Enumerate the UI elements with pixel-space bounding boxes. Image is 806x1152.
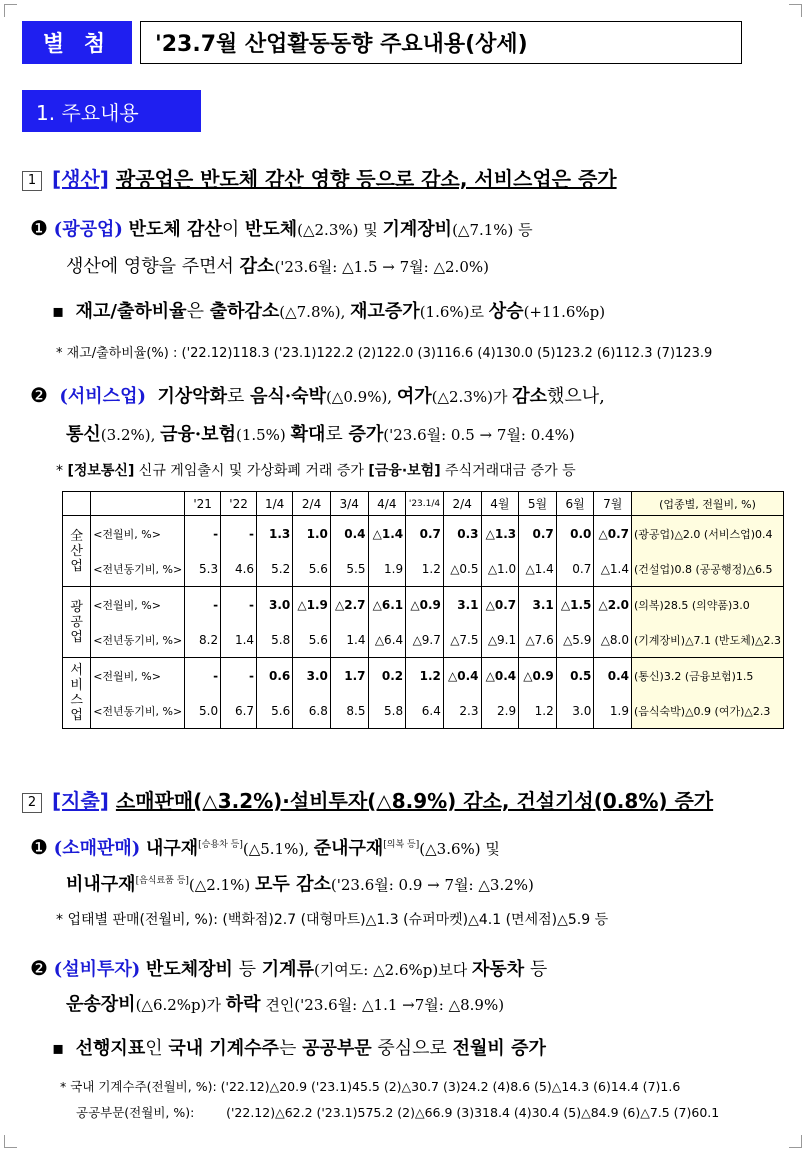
text: (기여도: △2.6%p)보다 — [313, 961, 472, 979]
text: [금융·보험] — [368, 463, 441, 479]
table-cell: △2.7 — [330, 587, 368, 623]
table-cell: 3.0 — [257, 587, 293, 623]
part1-item2-line1 — [30, 382, 605, 408]
text: 상승 — [488, 301, 524, 322]
corner-mark — [4, 4, 17, 17]
text: ('23.6월: △1.5 → 7월: △2.0%) — [274, 258, 489, 276]
text: (△5.1%), — [242, 840, 314, 858]
text: 통신 — [66, 424, 101, 445]
text: 모두 감소 — [255, 874, 331, 895]
table-cell: 0.4 — [330, 516, 368, 552]
item-tag: (소매판매) — [53, 838, 141, 859]
row-indicator: <전월비, %> — [91, 587, 185, 623]
text: 여가 — [396, 386, 432, 407]
text: 확대 — [290, 424, 326, 445]
table-cell: △9.7 — [406, 622, 444, 658]
corner-mark — [789, 1135, 802, 1148]
table-header-cell: 6월 — [556, 492, 594, 516]
production-table — [62, 491, 784, 729]
text: (1.5%) — [235, 426, 291, 444]
text: [의복 등] — [383, 840, 420, 850]
table-cell: - — [185, 516, 221, 552]
table-note: (건설업)0.8 (공공행정)△6.5 — [632, 551, 784, 587]
table-cell: △1.5 — [556, 587, 594, 623]
table-cell: △6.1 — [368, 587, 406, 623]
text: (△0.9%), — [325, 388, 397, 406]
table-header-cell: 3/4 — [330, 492, 368, 516]
table-cell: 0.3 — [443, 516, 481, 552]
text: * — [56, 463, 68, 479]
table-cell: 3.1 — [519, 587, 557, 623]
part2-tag: [지출] — [52, 789, 109, 813]
text: ('23.6월: 0.5 → 7월: 0.4%) — [383, 426, 575, 444]
text: 기계류 — [261, 959, 314, 980]
row-group-label: 서 비 스 업 — [63, 658, 91, 729]
document-title: '23.7월 산업활동동향 주요내용(상세) — [140, 21, 742, 64]
text: 감소 — [239, 256, 275, 277]
table-note: (음식숙박)△0.9 (여가)△2.3 — [632, 693, 784, 729]
table-cell: △8.0 — [594, 622, 632, 658]
text: 선행지표 — [75, 1038, 146, 1059]
text: ('23.6월: 0.9 → 7월: △3.2%) — [330, 876, 534, 894]
text: 생산에 영향을 주면서 — [66, 256, 240, 277]
part2-note2: * 국내 기계수주(전월비, %): ('22.12)△20.9 ('23.1)45.5 (2)△30.7 (3)24.2 (4)8.6 (5)△14.3 (6)14.4 (7)1.6 — [60, 1079, 681, 1094]
text: 로 — [325, 424, 349, 445]
text: 반도체 감산 — [128, 219, 222, 240]
table-cell: 5.8 — [257, 622, 293, 658]
text: (△7.1%) 등 — [452, 221, 533, 239]
row-indicator: <전년동기비, %> — [91, 551, 185, 587]
part1-item1-line2 — [66, 252, 489, 278]
table-cell: 3.0 — [293, 658, 331, 694]
part2-note3: 공공부문(전월비, %): ('22.12)△62.2 ('23.1)575.2 (2)△66.9 (3)318.4 (4)30.4 (5)△84.9 (6)△7.5 (7)60.1 — [76, 1105, 720, 1120]
table-header-cell — [91, 492, 185, 516]
row-group-label: 광 공 업 — [63, 587, 91, 658]
table-unit-note: (업종별, 전월비, %) — [632, 492, 784, 516]
part2-item1-line2 — [66, 870, 534, 896]
table-cell: △0.7 — [481, 587, 519, 623]
part1-note2 — [56, 460, 576, 480]
table-cell: 1.9 — [368, 551, 406, 587]
table-cell: 2.9 — [481, 693, 519, 729]
table-cell: △1.3 — [481, 516, 519, 552]
table-header-cell: '21 — [185, 492, 221, 516]
table-header-cell: '23.1/4 — [406, 492, 444, 516]
item-tag: (광공업) — [53, 219, 123, 240]
text: 전월비 증가 — [452, 1038, 546, 1059]
text: (3.2%), — [100, 426, 161, 444]
table-cell: 5.8 — [368, 693, 406, 729]
table-cell: 1.9 — [594, 693, 632, 729]
part2-note1: * 업태별 판매(전월비, %): (백화점)2.7 (대형마트)△1.3 (슈퍼마켓)△4.1 (면세점)△5.9 등 — [56, 912, 609, 928]
table-row — [63, 551, 784, 587]
text: 했으나, — [547, 386, 605, 407]
item-tag: (설비투자) — [53, 959, 141, 980]
text: (△6.2%p)가 — [135, 996, 226, 1014]
table-header-cell: 2/4 — [293, 492, 331, 516]
row-indicator: <전월비, %> — [91, 658, 185, 694]
table-header-cell — [63, 492, 91, 516]
text: 감소 — [512, 386, 548, 407]
table-cell: - — [221, 658, 257, 694]
part2-item2-line1 — [30, 955, 547, 981]
part2-item2-line2 — [66, 990, 504, 1016]
table-cell: 1.7 — [330, 658, 368, 694]
table-cell: △7.6 — [519, 622, 557, 658]
part1-heading — [22, 163, 617, 192]
text: (+11.6%p) — [523, 303, 606, 321]
table-note: (광공업)△2.0 (서비스업)0.4 — [632, 516, 784, 552]
text: 중심으로 — [371, 1038, 453, 1059]
table-cell: 1.2 — [406, 658, 444, 694]
row-indicator: <전월비, %> — [91, 516, 185, 552]
row-group-label: 全 산 업 — [63, 516, 91, 587]
table-cell: 0.4 — [594, 658, 632, 694]
text: 반도체 — [244, 219, 298, 240]
table-cell: - — [221, 516, 257, 552]
section-heading: 1. 주요내용 — [22, 90, 201, 132]
table-cell: 6.4 — [406, 693, 444, 729]
part2-headline: 소매판매(△3.2%)·설비투자(△8.9%) 감소, 건설기성(0.8%) 증가 — [115, 789, 714, 813]
item-number: ❶ — [30, 216, 48, 240]
table-cell: △0.5 — [443, 551, 481, 587]
text: 금융·보험 — [160, 424, 236, 445]
text: 재고증가 — [350, 301, 420, 322]
table-cell: 5.6 — [293, 551, 331, 587]
text: 재고/출하비율 — [75, 301, 187, 322]
text: (1.6%)로 — [419, 303, 489, 321]
part1-number: 1 — [22, 171, 42, 191]
table-cell: 1.3 — [257, 516, 293, 552]
table-note: (기계장비)△7.1 (반도체)△2.3 — [632, 622, 784, 658]
table-header-cell: 4월 — [481, 492, 519, 516]
table-cell: △0.9 — [519, 658, 557, 694]
text: 등 — [524, 959, 548, 980]
table-cell: 0.7 — [519, 516, 557, 552]
table-header-cell: 5월 — [519, 492, 557, 516]
text: 준내구재 — [313, 838, 384, 859]
text: (△3.6%) 및 — [419, 840, 500, 858]
table-row — [63, 658, 784, 694]
text: 하락 — [225, 994, 261, 1015]
table-cell: 3.0 — [556, 693, 594, 729]
text: [승용차 등] — [198, 840, 243, 850]
table-row — [63, 587, 784, 623]
table-cell: 5.0 — [185, 693, 221, 729]
text: (△2.3%) 및 — [297, 221, 383, 239]
item-number: ❷ — [30, 956, 48, 980]
text: (△7.8%), — [279, 303, 351, 321]
table-cell: 0.7 — [406, 516, 444, 552]
table-cell: 5.6 — [293, 622, 331, 658]
table-row — [63, 622, 784, 658]
table-cell: △5.9 — [556, 622, 594, 658]
table-cell: △6.4 — [368, 622, 406, 658]
part2-heading — [22, 785, 713, 814]
item-number: ❶ — [30, 835, 48, 859]
attachment-tag: 별 첨 — [22, 21, 132, 64]
text: 이 — [221, 219, 245, 240]
text: 자동차 — [471, 959, 525, 980]
item-number: ❷ — [30, 383, 48, 407]
table-cell: 3.1 — [443, 587, 481, 623]
table-cell: 1.2 — [406, 551, 444, 587]
text: [정보통신] — [67, 463, 135, 479]
part2-number: 2 — [22, 793, 42, 813]
part1-note1: * 재고/출하비율(%) : ('22.12)118.3 ('23.1)122.2 (2)122.0 (3)116.6 (4)130.0 (5)123.2 (6)112.3 (7)123.9 — [56, 346, 713, 361]
table-header-cell: 2/4 — [443, 492, 481, 516]
table-cell: 0.7 — [556, 551, 594, 587]
table-note: (통신)3.2 (금융보험)1.5 — [632, 658, 784, 694]
table-cell: 8.2 — [185, 622, 221, 658]
text: 운송장비 — [66, 994, 136, 1015]
table-cell: 0.6 — [257, 658, 293, 694]
text: 공공부문 — [302, 1038, 372, 1059]
table-cell: 1.0 — [293, 516, 331, 552]
text: 반도체장비 — [146, 959, 233, 980]
table-cell: - — [185, 658, 221, 694]
table-cell: 0.2 — [368, 658, 406, 694]
table-cell: △1.4 — [519, 551, 557, 587]
table-cell: △0.4 — [443, 658, 481, 694]
text: 음식·숙박 — [250, 386, 326, 407]
table-cell: △7.5 — [443, 622, 481, 658]
part1-item2-line2 — [66, 420, 575, 446]
table-cell: 5.3 — [185, 551, 221, 587]
table-header-cell: 4/4 — [368, 492, 406, 516]
text: 기계장비 — [382, 219, 453, 240]
corner-mark — [4, 1135, 17, 1148]
row-indicator: <전년동기비, %> — [91, 622, 185, 658]
text: 출하감소 — [209, 301, 280, 322]
text: 은 — [186, 301, 210, 322]
text: (△2.1%) — [188, 876, 256, 894]
table-header-cell: 1/4 — [257, 492, 293, 516]
text: [음식료품 등] — [135, 876, 189, 886]
table-cell: 5.5 — [330, 551, 368, 587]
table-cell: 6.8 — [293, 693, 331, 729]
corner-mark — [789, 4, 802, 17]
table-cell: △2.0 — [594, 587, 632, 623]
table-row — [63, 693, 784, 729]
table-cell: 5.2 — [257, 551, 293, 587]
table-row — [63, 516, 784, 552]
text: 비내구재 — [66, 874, 136, 895]
part2-subbullet: ▪ 선행지표인 국내 기계수주는 공공부문 중심으로 전월비 증가 — [52, 1038, 546, 1059]
table-cell: 4.6 — [221, 551, 257, 587]
text: 주식거래대금 증가 등 — [440, 463, 576, 479]
table-cell: 0.5 — [556, 658, 594, 694]
item-tag: (서비스업) — [59, 386, 146, 407]
table-cell: 1.2 — [519, 693, 557, 729]
table-header-cell: 7월 — [594, 492, 632, 516]
table-cell: △9.1 — [481, 622, 519, 658]
text: 기상악화 — [157, 386, 227, 407]
text: 신규 게임출시 및 가상화폐 거래 증가 — [134, 463, 369, 479]
table-cell: 6.7 — [221, 693, 257, 729]
table-cell: 2.3 — [443, 693, 481, 729]
text: 내구재 — [146, 838, 199, 859]
table-cell: 0.0 — [556, 516, 594, 552]
table-cell: △0.4 — [481, 658, 519, 694]
text: 는 — [278, 1038, 303, 1059]
text: (△2.3%)가 — [431, 388, 513, 406]
row-indicator: <전년동기비, %> — [91, 693, 185, 729]
table-cell: △0.7 — [594, 516, 632, 552]
table-cell: △1.4 — [368, 516, 406, 552]
text: 등 — [232, 959, 262, 980]
table-cell: - — [221, 587, 257, 623]
table-cell: 5.6 — [257, 693, 293, 729]
part2-item1-line1 — [30, 834, 500, 860]
table-cell: - — [185, 587, 221, 623]
text: 인 — [145, 1038, 169, 1059]
table-note: (의복)28.5 (의약품)3.0 — [632, 587, 784, 623]
table-cell: △1.4 — [594, 551, 632, 587]
part1-headline: 광공업은 반도체 감산 영향 등으로 감소, 서비스업은 증가 — [115, 167, 617, 191]
part1-item1-line1 — [30, 215, 533, 241]
table-cell: △0.9 — [406, 587, 444, 623]
table-cell: △1.9 — [293, 587, 331, 623]
text: 국내 기계수주 — [168, 1038, 279, 1059]
table-header-cell: '22 — [221, 492, 257, 516]
text: 로 — [227, 386, 251, 407]
text: 증가 — [348, 424, 384, 445]
table-cell: 8.5 — [330, 693, 368, 729]
part1-tag: [생산] — [52, 167, 109, 191]
table-cell: 1.4 — [221, 622, 257, 658]
text: 견인('23.6월: △1.1 →7월: △8.9%) — [260, 996, 505, 1014]
table-cell: △1.0 — [481, 551, 519, 587]
table-cell: 1.4 — [330, 622, 368, 658]
part1-subbullet: ▪ 재고/출하비율은 출하감소(△7.8%), 재고증가(1.6%)로 상승(+11.6%p) — [52, 301, 606, 322]
